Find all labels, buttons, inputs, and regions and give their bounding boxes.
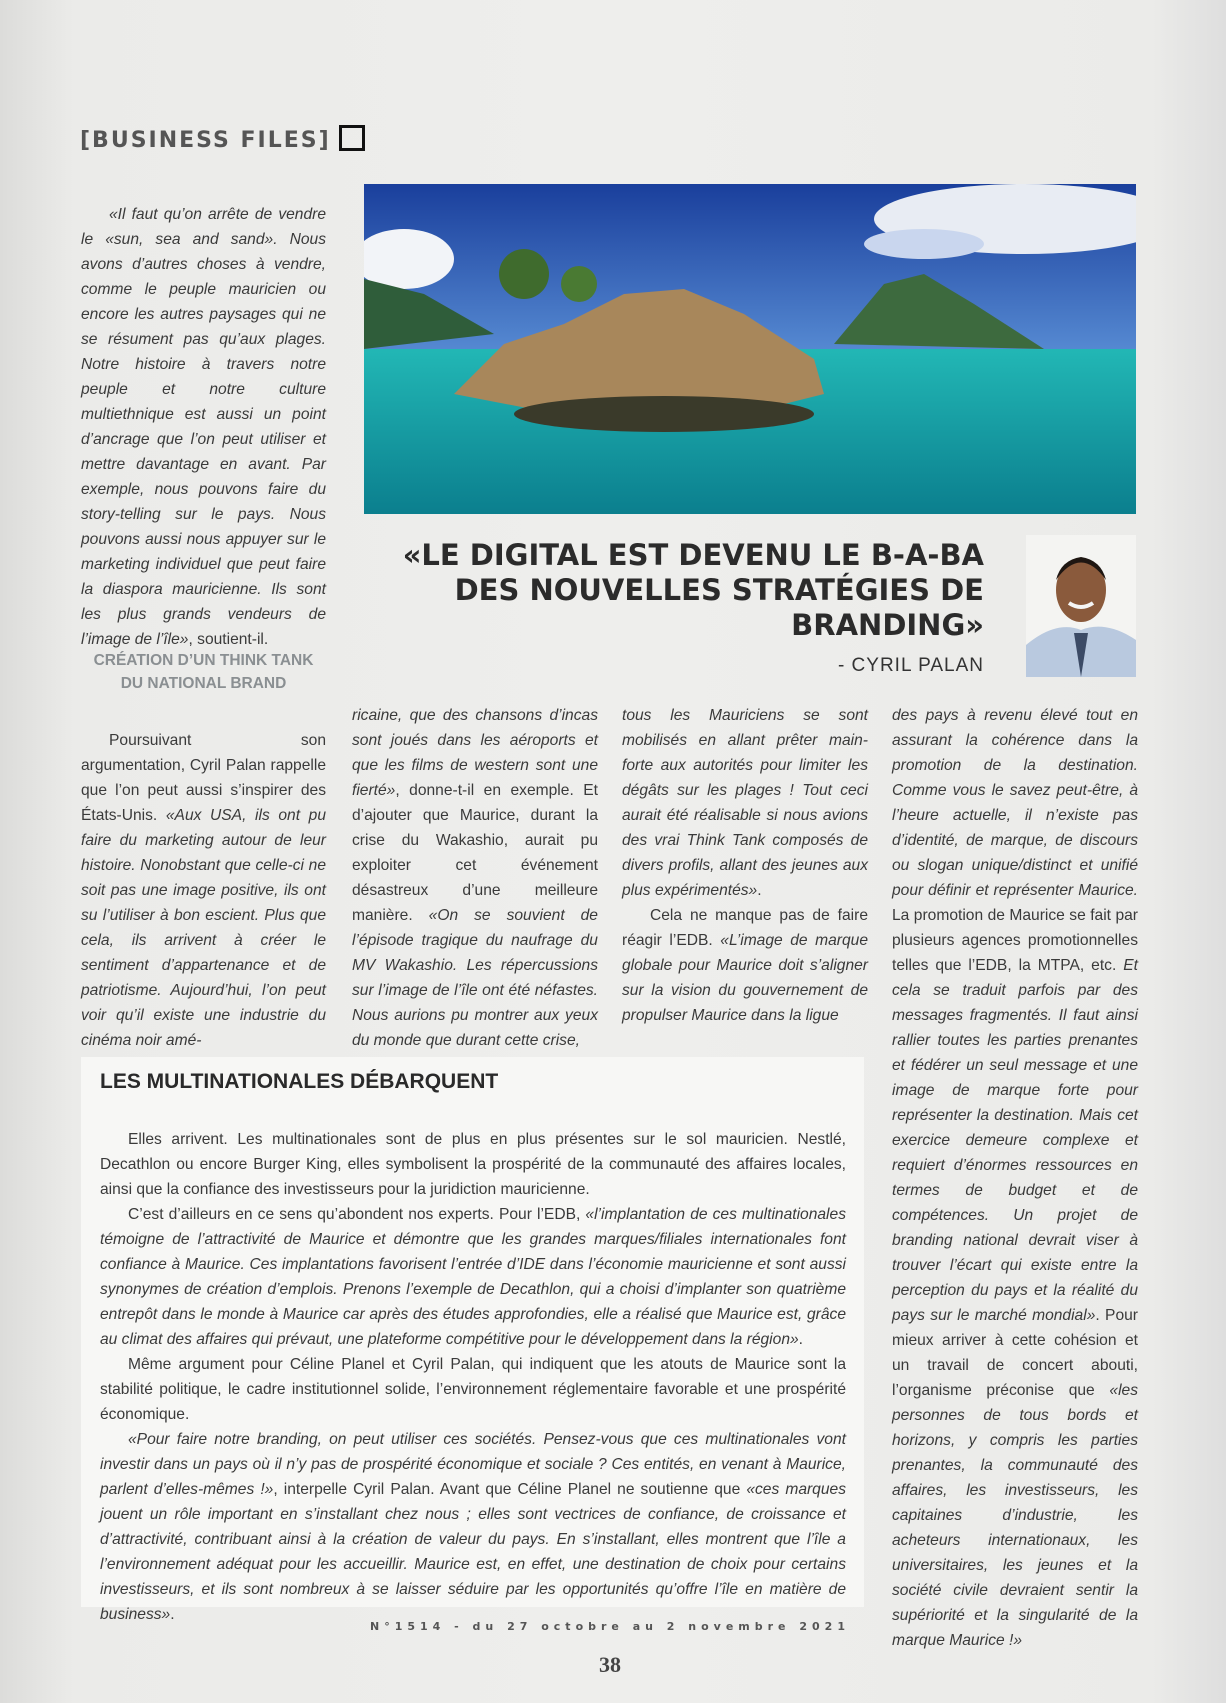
column-4 [892, 703, 1138, 1653]
col1-p2-b: «Aux USA, ils ont pu faire du marketing autour de leur histoire. Nonobstant que celle-ci ne soit pas une image positive, ils ont su l’utiliser à bon escient. Plus que cela, ils arrivent à créer le sentiment d’appartenance et de patriotisme. Aujourd’hui, l’on peut voir qu’il existe une industrie du cinéma noir amé- [81, 807, 326, 1049]
page-number: 38 [599, 1652, 621, 1677]
section-box-icon [339, 125, 365, 151]
col1-quote: «Il faut qu’on arrête de vendre le «sun, sea and sand». Nous avons d’autres choses à vendre, comme le peuple mauricien ou encore les autres paysages qui ne se résument pas qu’aux plages. Notre histoire à travers notre peuple et notre culture multiethnique est aussi un point d’ancrage que l’on peut utiliser et mettre davantage en avant. Par exemple, nous pouvons faire du story-telling sur le pays. Nous pouvons aussi nous appuyer sur le marketing individuel que peut faire la diaspora mauricienne. Ils sont les plus grands vendeurs de l’image de l’île» [81, 206, 326, 648]
col3-a-end: . [757, 882, 762, 899]
box-p4-a: «Pour faire notre branding, on peut utiliser ces sociétés. Pensez-vous que ces multinationales vont investir dans un pays où il n’y pas de prospérité économique et sociale ? Ces entités, en venant à Maurice, parlent d’elles-mêmes !» [100, 1431, 846, 1498]
col1-quote-end: , soutient-il. [188, 631, 269, 648]
box-p1: Elles arrivent. Les multinationales sont de plus en plus présentes sur le sol mauricien. Nestlé, Decathlon ou encore Burger King, elles symbolisent la prospérité de la communauté des affaires locales, ainsi que la confiance des investisseurs pour la juridiction mauricienne. [100, 1131, 846, 1198]
section-label: [BUSINESS FILES] [80, 128, 331, 153]
box-p4-b: , interpelle Cyril Palan. Avant que Céline Planel ne soutienne que [273, 1481, 747, 1498]
col1-p2-a: Poursuivant son argumentation, Cyril Palan rappelle que l’on peut aussi s’inspirer des États-Unis. [81, 732, 326, 824]
col3-b: Cela ne manque pas de faire réagir l’EDB. [622, 907, 868, 949]
box-p4-d: . [170, 1606, 175, 1623]
col4-f: «les personnes de tous bords et horizons, y compris les parties prenantes, la communauté des affaires, les investisseurs, les capitaines d’industrie, les acheteurs internationaux, les universitaires, les jeunes et la société civile devraient sentir la supériorité et la singularité de la marque Maurice !» [892, 1382, 1138, 1649]
col4-c: Et cela se traduit parfois par des messages fragmentés. [892, 957, 1138, 1024]
box-p2-a: C’est d’ailleurs en ce sens qu’abondent nos experts. Pour l’EDB, [128, 1206, 586, 1223]
box-p3: Même argument pour Céline Planel et Cyril Palan, qui indiquent que les atouts de Maurice sont la stabilité politique, le cadre institutionnel solide, l’environnement réglementaire favorable et une prospérité économique. [100, 1356, 846, 1423]
col4-e: . Pour mieux arriver à cette cohésion et un travail de concert abouti, l’organisme préconise que [892, 1307, 1138, 1399]
col3-a: tous les Mauriciens se sont mobilisés en allant prêter main-forte aux autorités pour limiter les dégâts sur les plages ! Tout ceci aurait été réalisable si nous avions des vrai Think Tank composés de divers profils, allant des jeunes aux plus expérimentés» [622, 707, 868, 899]
col4-b: La promotion de Maurice se fait par plusieurs agences promotionnelles telles que l’EDB, la MTPA, etc. [892, 907, 1138, 974]
column-1-top [81, 202, 326, 652]
column-1-bottom [81, 728, 326, 1053]
author-portrait [1026, 535, 1136, 677]
col2-a: ricaine, que des chansons d’incas sont joués dans les aéroports et que les films de western sont une fierté» [352, 707, 598, 799]
issue-line: N°1514 - du 27 octobre au 2 novembre 2021 [370, 1620, 850, 1633]
box-title: LES MULTINATIONALES DÉBARQUENT [100, 1070, 499, 1093]
pull-quote: «LE DIGITAL EST DEVENU LE B-A-BA DES NOUVELLES STRATÉGIES DE BRANDING» [402, 538, 984, 642]
pull-quote-author: - CYRIL PALAN [837, 655, 984, 676]
col2-b: , donne-t-il en exemple. Et d’ajouter que Maurice, durant la crise du Wakashio, aurait pu exploiter cet événement désastreux d’une meilleure manière. [352, 782, 598, 924]
island-photo [364, 184, 1136, 514]
column-2 [352, 703, 598, 1053]
box-p4-c: «ces marques jouent un rôle important en s’installant chez nous ; elles sont vectrices de confiance, de croissance et d’attractivité, contribuant ainsi à la création de valeur du pays. En s’installant, elles montrent que l’île a l’environnement adéquat pour les accueillir. Maurice est, en effet, une destination de choix pour certains investisseurs, et ils sont nombreux à se laisser séduire par les opportunités qu’offre l’île en matière de business» [100, 1481, 846, 1623]
column-3 [622, 703, 868, 1028]
col4-d: Il faut ainsi rallier toutes les parties prenantes et fédérer un seul message et une image de marque forte pour représenter la destination. Mais cet exercice demeure complexe et requiert d’énormes ressources en termes de budget et de compétences. Un projet de branding national devrait viser à trouver l’écart qui existe entre la perception du pays et la réalité du pays sur le marché mondial» [892, 1007, 1138, 1324]
section-header [80, 125, 365, 153]
col2-c: «On se souvient de l’épisode tragique du naufrage du MV Wakashio. Les répercussions sur l’image de l’île ont été néfastes. Nous aurions pu montrer aux yeux du monde que durant cette crise, [352, 907, 598, 1049]
box-p2-b: «l’implantation de ces multinationales témoigne de l’attractivité de Maurice et démontre que les grandes marques/filiales internationales font confiance à Maurice. Ces implantations favorisent l’entrée d’IDE dans l’économie mauricienne et sont aussi synonymes de création d’emplois. Prenons l’exemple de Decathlon, qui a choisi d’implanter son quatrième entrepôt dans le monde à Maurice car après des études approfondies, elle a réalisé que Maurice est, grâce au climat des affaires qui prévaut, une plateforme compétitive pour le développement dans la région» [100, 1206, 846, 1348]
col4-a: des pays à revenu élevé tout en assurant la cohérence dans la promotion de la destination. Comme vous le savez peut-être, à l’heure actuelle, il n’existe pas d’identité, de marque, de discours ou slogan unique/distinct et unifié pour définir et représenter Maurice. [892, 707, 1138, 899]
col3-c: «L’image de marque globale pour Maurice doit s’aligner sur la vision du gouvernement de propulser Maurice dans la ligue [622, 932, 868, 1024]
subheading: CRÉATION D’UN THINK TANK DU NATIONAL BRAND [93, 652, 314, 692]
box-p2-c: . [798, 1331, 804, 1348]
box-body [100, 1127, 846, 1627]
